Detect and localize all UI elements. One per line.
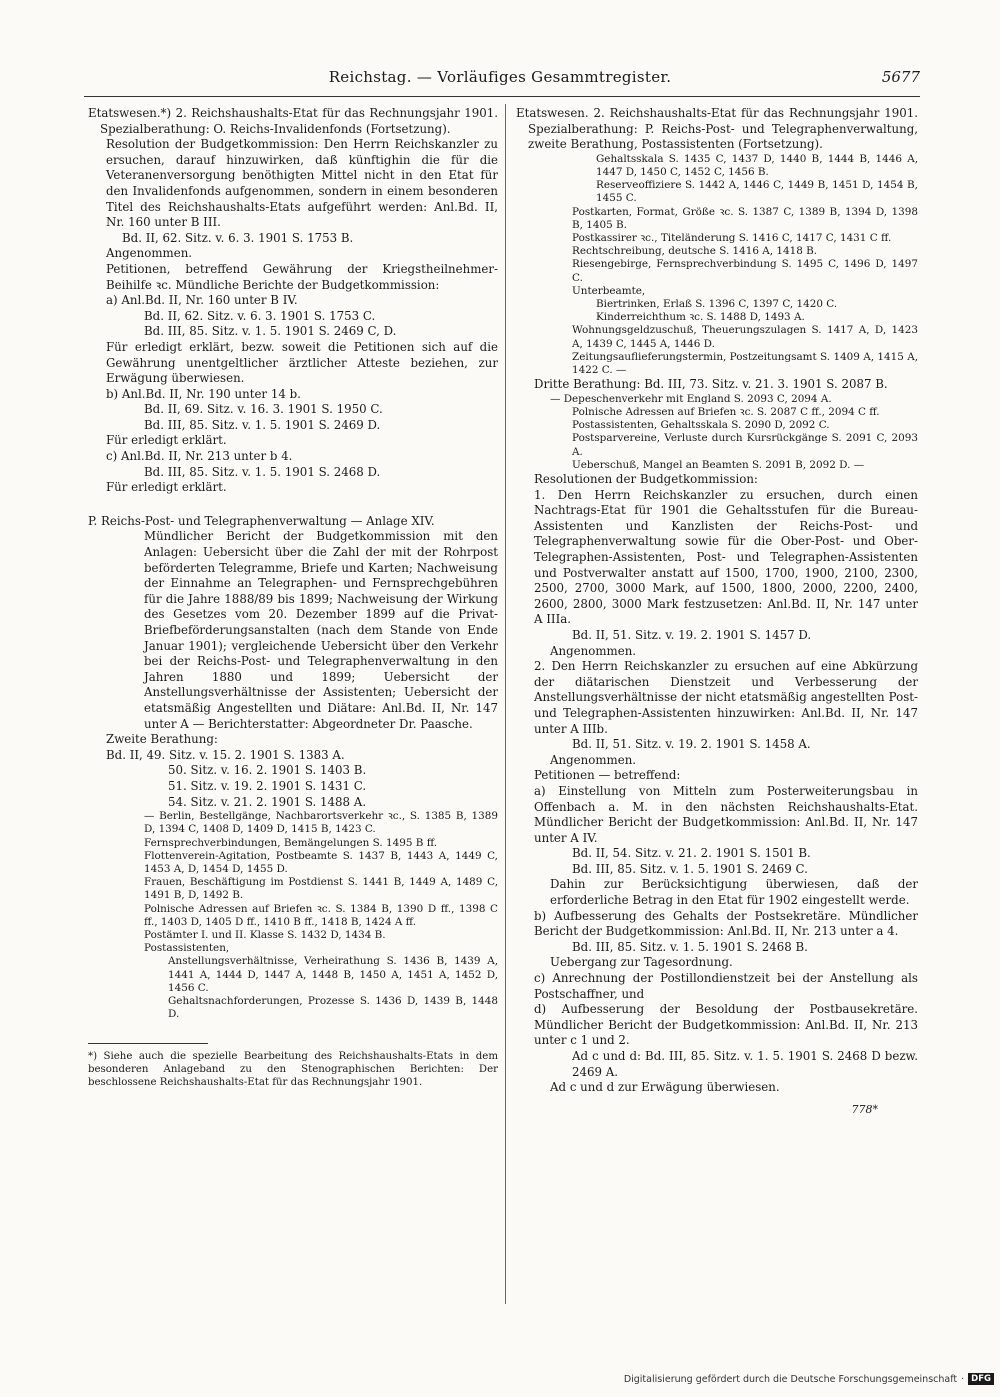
index-entry: Bd. III, 85. Sitz. v. 1. 5. 1901 S. 2468 B. bbox=[572, 939, 808, 954]
left-entries bbox=[88, 106, 498, 1021]
index-entry: 1. Den Herrn Reichskanzler zu ersuchen, durch einen Nachtrags-Etat für 1901 die Gehaltsstufen für die Bureau-Assistenten und Kanzlisten der Reichs-Post- und Telegraphenverwaltung sowie für die Ober-Post- und Ober-Telegraphen-Assistenten, Post- und Telegraphen-Assistenten und Postverwalter anstatt auf 1500, 1700, 1900, 2100, 2300, 2500, 2700, 3000 Mark, auf 1500, 1800, 2000, 2200, 2400, 2600, 2800, 3000 Mark festzusetzen: Anl.Bd. II, Nr. 147 unter A IIIa. bbox=[534, 487, 918, 627]
index-entry: Zeitungsauflieferungstermin, Postzeitungsamt S. 1409 A, 1415 A, 1422 C. — bbox=[572, 350, 918, 377]
index-entry: — Berlin, Bestellgänge, Nachbarortsverkehr ꝛc., S. 1385 B, 1389 D, 1394 C, 1408 D, 1409 D, 1415 B, 1423 C. bbox=[144, 810, 498, 836]
index-entry: Bd. II, 62. Sitz. v. 6. 3. 1901 S. 1753 C. bbox=[144, 308, 376, 323]
index-entry: — Depeschenverkehr mit England S. 2093 C, 2094 A. bbox=[550, 392, 832, 405]
index-entry: Postsparvereine, Verluste durch Kursrückgänge S. 2091 C, 2093 A. bbox=[572, 432, 918, 458]
index-entry: Petitionen, betreffend Gewährung der Kriegstheilnehmer-Beihilfe ꝛc. Mündliche Berichte der Budgetkommission: bbox=[106, 261, 498, 292]
index-entry: d) Aufbesserung der Besoldung der Postbausekretäre. Mündlicher Bericht der Budgetkommission: Anl.Bd. II, Nr. 213 unter c 1 und 2. bbox=[534, 1002, 918, 1048]
footnote-rule bbox=[88, 1043, 208, 1044]
index-entry: Gehaltsnachforderungen, Prozesse S. 1436 D, 1439 B, 1448 D. bbox=[168, 994, 498, 1021]
index-entry: P. Reichs-Post- und Telegraphenverwaltung — Anlage XIV. bbox=[88, 513, 435, 528]
signature-mark: 778* bbox=[851, 1102, 878, 1116]
separator-dot: · bbox=[961, 1373, 965, 1385]
index-entry: Bd. II, 54. Sitz. v. 21. 2. 1901 S. 1501 B. bbox=[572, 846, 811, 861]
index-entry: 51. Sitz. v. 19. 2. 1901 S. 1431 C. bbox=[168, 778, 367, 793]
index-entry: Angenommen. bbox=[550, 752, 637, 767]
index-entry: Mündlicher Bericht der Budgetkommission mit den Anlagen: Uebersicht über die Zahl der mit der Rohrpost beförderten Telegramme, Briefe und Karten; Nachweisung der Einnahme an Telegraphen- und Fernsprechgebühren für die Jahre 1888/89 bis 1899; Nachweisung der Wirkung des Gesetzes vom 20. Dezember 1899 auf die Privat-Briefbeförderungsanstalten (nach dem Stande von Ende Januar 1901); vergleichende Uebersicht über den Verkehr bei der Reichs-Post- und Telegraphenverwaltung in den Jahren 1880 und 1899; Uebersicht der Anstellungsverhältnisse der Assistenten; Uebersicht der etatsmäßig Angestellten und Diätare: Anl.Bd. II, Nr. 147 unter A — Berichterstatter: Abgeordneter Dr. Paasche. bbox=[144, 529, 498, 731]
index-entry: a) Einstellung von Mitteln zum Posterweiterungsbau in Offenbach a. M. in den nächsten Reichshaushalts-Etat. Mündlicher Bericht der Budgetkommission: Anl.Bd. II, Nr. 147 unter A IV. bbox=[534, 783, 918, 845]
dfg-logo: DFG bbox=[968, 1373, 994, 1385]
index-entry: 50. Sitz. v. 16. 2. 1901 S. 1403 B. bbox=[168, 763, 367, 778]
index-entry: Angenommen. bbox=[106, 246, 193, 261]
running-title: Reichstag. — Vorläufiges Gesammtregister. bbox=[328, 68, 672, 86]
footer-credit: Digitalisierung gefördert durch die Deutsche Forschungsgemeinschaft bbox=[623, 1373, 958, 1385]
index-entry: Frauen, Beschäftigung im Postdienst S. 1441 B, 1449 A, 1489 C, 1491 B, D, 1492 B. bbox=[144, 876, 498, 902]
index-entry: 2. Den Herrn Reichskanzler zu ersuchen auf eine Abkürzung der diätarischen Dienstzeit und Verbesserung der Anstellungsverhältnisse der nicht etatsmäßig angestellten Post- und Telegraphen-Assistenten hinzuwirken: Anl.Bd. II, Nr. 147 unter A IIIb. bbox=[534, 659, 918, 736]
index-entry: Biertrinken, Erlaß S. 1396 C, 1397 C, 1420 C. bbox=[596, 298, 838, 311]
index-entry: Dahin zur Berücksichtigung überwiesen, daß der erforderliche Betrag in den Etat für 1902 eingestellt werde. bbox=[550, 877, 918, 908]
index-entry: Bd. III, 85. Sitz. v. 1. 5. 1901 S. 2468 D. bbox=[144, 464, 381, 479]
index-entry: Riesengebirge, Fernsprechverbindung S. 1495 C, 1496 D, 1497 C. bbox=[572, 258, 918, 284]
index-entry: Etatswesen. 2. Reichshaushalts-Etat für das Rechnungsjahr 1901. Spezialberathung: P. Reichs-Post- und Telegraphenverwaltung, zweite Berathung, Postassistenten (Fortsetzung). bbox=[516, 106, 918, 152]
index-entry: Etatswesen.*) 2. Reichshaushalts-Etat für das Rechnungsjahr 1901. Spezialberathung: O. Reichs-Invalidenfonds (Fortsetzung). bbox=[88, 106, 498, 136]
index-entry: Gehaltsskala S. 1435 C, 1437 D, 1440 B, 1444 B, 1446 A, 1447 D, 1450 C, 1452 C, 1456 B. bbox=[596, 152, 918, 178]
index-entry: Uebergang zur Tagesordnung. bbox=[550, 955, 733, 970]
index-entry: Fernsprechverbindungen, Bemängelungen S. 1495 B ff. bbox=[144, 836, 438, 849]
index-entry: Postassistenten, Gehaltsskala S. 2090 D, 2092 C. bbox=[572, 419, 830, 432]
index-entry: Bd. II, 51. Sitz. v. 19. 2. 1901 S. 1457 D. bbox=[572, 627, 812, 642]
index-entry: Für erledigt erklärt. bbox=[106, 480, 227, 495]
index-entry: c) Anrechnung der Postillondienstzeit bei der Anstellung als Postschaffner, und bbox=[534, 971, 918, 1001]
index-entry: Kinderreichthum ꝛc. S. 1488 D, 1493 A. bbox=[596, 311, 805, 324]
page-number: 5677 bbox=[881, 68, 920, 86]
index-entry: Postkarten, Format, Größe ꝛc. S. 1387 C, 1389 B, 1394 D, 1398 B, 1405 B. bbox=[572, 205, 918, 231]
index-entry: c) Anl.Bd. II, Nr. 213 unter b 4. bbox=[106, 449, 293, 464]
index-entry: Reserveoffiziere S. 1442 A, 1446 C, 1449 B, 1451 D, 1454 B, 1455 C. bbox=[596, 179, 918, 205]
index-entry: Bd. II, 49. Sitz. v. 15. 2. 1901 S. 1383 A. bbox=[106, 747, 345, 762]
index-entry: Angenommen. bbox=[550, 643, 637, 658]
page-header bbox=[80, 68, 920, 90]
index-entry: Rechtschreibung, deutsche S. 1416 A, 1418 B. bbox=[572, 245, 818, 258]
index-entry: Unterbeamte, bbox=[572, 284, 646, 297]
left-column bbox=[88, 106, 498, 1089]
column-divider bbox=[505, 104, 506, 1304]
index-entry: Bd. II, 62. Sitz. v. 6. 3. 1901 S. 1753 B. bbox=[122, 230, 354, 245]
footnote: *) Siehe auch die spezielle Bearbeitung des Reichshaushalts-Etats in dem besonderen Anlageband zu den Stenographischen Berichten: Der beschlossene Reichshaushalts-Etat für das Rechnungsjahr 1901. bbox=[88, 1051, 498, 1089]
header-rule bbox=[84, 96, 920, 97]
index-entry: Resolution der Budgetkommission: Den Herrn Reichskanzler zu ersuchen, darauf hinzuwirken, daß künftighin die für die Veteranenversorgung benöthigten Mittel nicht in den Etat für den Invalidenfonds aufgenommen, sondern in einem besonderen Titel des Reichshaushalts-Etats aufgeführt werden: Anl.Bd. II, Nr. 160 unter B III. bbox=[106, 137, 498, 230]
index-entry: Bd. II, 69. Sitz. v. 16. 3. 1901 S. 1950 C. bbox=[144, 402, 383, 417]
right-entries bbox=[516, 106, 918, 1096]
index-entry: Für erledigt erklärt. bbox=[106, 433, 227, 448]
index-entry: Ueberschuß, Mangel an Beamten S. 2091 B, 2092 D. — bbox=[572, 458, 865, 471]
index-entry: Zweite Berathung: bbox=[106, 732, 218, 747]
index-entry: b) Aufbesserung des Gehalts der Postsekretäre. Mündlicher Bericht der Budgetkommission: Anl.Bd. II, Nr. 213 unter a 4. bbox=[534, 908, 918, 939]
index-entry: Flottenverein-Agitation, Postbeamte S. 1437 B, 1443 A, 1449 C, 1453 A, D, 1454 D, 1455 D. bbox=[144, 849, 498, 875]
index-entry: a) Anl.Bd. II, Nr. 160 unter B IV. bbox=[106, 293, 298, 308]
index-entry: Anstellungsverhältnisse, Verheirathung S. 1436 B, 1439 A, 1441 A, 1444 D, 1447 A, 1448 B, 1450 A, 1451 A, 1452 D, 1456 C. bbox=[168, 955, 498, 994]
index-entry: Polnische Adressen auf Briefen ꝛc. S. 2087 C ff., 2094 C ff. bbox=[572, 406, 880, 419]
index-entry: Bd. III, 85. Sitz. v. 1. 5. 1901 S. 2469 C. bbox=[572, 861, 808, 876]
index-entry: Ad c und d: Bd. III, 85. Sitz. v. 1. 5. 1901 S. 2468 D bezw. 2469 A. bbox=[572, 1049, 918, 1079]
index-entry: Polnische Adressen auf Briefen ꝛc. S. 1384 B, 1390 D ff., 1398 C ff., 1403 D, 1405 D ff., 1410 B ff., 1418 B, 1424 A ff. bbox=[144, 902, 498, 928]
index-entry: Ad c und d zur Erwägung überwiesen. bbox=[550, 1080, 780, 1095]
index-entry: 54. Sitz. v. 21. 2. 1901 S. 1488 A. bbox=[168, 794, 367, 809]
page-footer bbox=[624, 1373, 994, 1385]
index-entry: Dritte Berathung: Bd. III, 73. Sitz. v. 21. 3. 1901 S. 2087 B. bbox=[534, 377, 888, 392]
index-entry: Bd. III, 85. Sitz. v. 1. 5. 1901 S. 2469 D. bbox=[144, 417, 381, 432]
section-gap bbox=[88, 496, 498, 514]
index-entry: Postkassirer ꝛc., Titeländerung S. 1416 C, 1417 C, 1431 C ff. bbox=[572, 232, 892, 244]
index-entry: Petitionen — betreffend: bbox=[534, 768, 681, 783]
index-entry: b) Anl.Bd. II, Nr. 190 unter 14 b. bbox=[106, 386, 301, 401]
index-entry: Postämter I. und II. Klasse S. 1432 D, 1434 B. bbox=[144, 928, 386, 941]
index-entry: Wohnungsgeldzuschuß, Theuerungszulagen S. 1417 A, D, 1423 A, 1439 C, 1445 A, 1446 D. bbox=[572, 324, 918, 350]
index-entry: Bd. II, 51. Sitz. v. 19. 2. 1901 S. 1458 A. bbox=[572, 737, 811, 752]
index-entry: Bd. III, 85. Sitz. v. 1. 5. 1901 S. 2469 C, D. bbox=[144, 324, 397, 339]
index-entry: Für erledigt erklärt, bezw. soweit die Petitionen sich auf die Gewährung unentgeltlicher ärztlicher Atteste beziehen, zur Erwägung überwiesen. bbox=[106, 339, 498, 386]
right-column bbox=[516, 106, 918, 1117]
index-entry: Resolutionen der Budgetkommission: bbox=[534, 472, 758, 487]
index-entry: Postassistenten, bbox=[144, 942, 230, 955]
